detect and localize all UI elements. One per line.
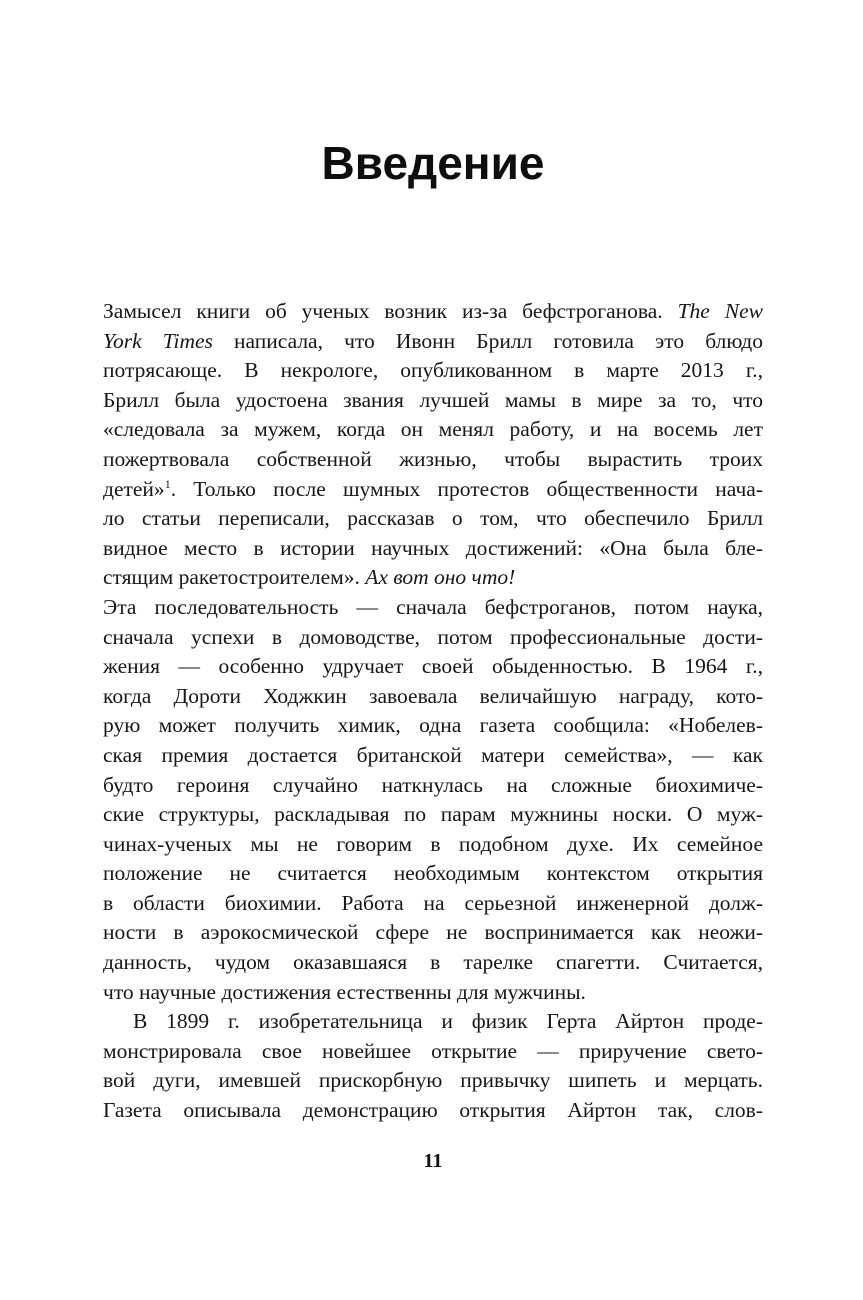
- text-segment: Ах вот оно что!: [365, 565, 516, 590]
- text-segment: ло статьи переписали, рассказав о том, что обеспечило Брилл: [103, 506, 763, 531]
- text-line: [103, 1007, 763, 1037]
- text-line: [103, 741, 763, 771]
- text-line: [103, 563, 763, 593]
- footnote-marker: 1: [164, 476, 171, 491]
- text-line: [103, 504, 763, 534]
- text-line: [103, 475, 763, 505]
- text-segment: The New: [677, 299, 763, 323]
- text-segment: потрясающе. В некрологе, опубликованном в марте 2013 г.,: [103, 358, 763, 383]
- text-line: [103, 918, 763, 948]
- text-line: [103, 948, 763, 978]
- text-segment: Газета описывала демонстрацию открытия Айртон так, слов-: [103, 1098, 763, 1123]
- text-segment: данность, чудом оказавшаяся в тарелке спагетти. Считается,: [103, 950, 763, 975]
- text-line: [103, 978, 763, 1008]
- text-segment: жения — особенно удручает своей обыденностью. В 1964 г.,: [103, 654, 763, 679]
- page-number: 11: [423, 1150, 443, 1172]
- text-segment: сначала успехи в домоводстве, потом профессиональные дости-: [103, 624, 763, 649]
- paragraph: [103, 593, 763, 1007]
- text-segment: ская премия достается британской матери семейства», — как: [103, 742, 763, 767]
- text-line: [103, 711, 763, 741]
- paragraph: [103, 1007, 763, 1125]
- chapter-title: Введение: [321, 137, 545, 189]
- text-segment: стящим ракетостроителем».: [103, 565, 366, 590]
- text-segment: детей»: [103, 476, 165, 501]
- text-segment: В 1899 г. изобретательница и физик Герта Айртон проде-: [133, 1009, 763, 1034]
- paragraph: [103, 297, 763, 593]
- text-line: [103, 356, 763, 386]
- text-segment: монстрировала свое новейшее открытие — приручение свето-: [103, 1038, 763, 1063]
- text-segment: Замысел книги об ученых возник из-за бефстроганова.: [103, 299, 678, 323]
- text-line: [103, 1037, 763, 1067]
- text-segment: видное место в истории научных достижений: «Она была бле-: [103, 535, 763, 560]
- text-line: [103, 800, 763, 830]
- text-line: [103, 297, 763, 327]
- text-segment: что научные достижения естественны для мужчины.: [103, 979, 586, 1004]
- text-line: [103, 415, 763, 445]
- body-text: [103, 297, 763, 1126]
- text-segment: ности в аэрокосмической сфере не воспринимается как неожи-: [103, 920, 763, 945]
- text-line: [103, 682, 763, 712]
- text-segment: положение не считается необходимым контекстом открытия: [103, 861, 763, 886]
- text-segment: York Times: [103, 328, 213, 353]
- text-line: [103, 771, 763, 801]
- text-line: [103, 830, 763, 860]
- text-segment: «следовала за мужем, когда он менял работу, и на восемь лет: [103, 417, 763, 442]
- text-segment: Брилл была удостоена звания лучшей мамы в мире за то, что: [103, 387, 763, 412]
- text-segment: ские структуры, раскладывая по парам мужнины носки. О муж-: [103, 802, 763, 827]
- text-segment: написала, что Ивонн Брилл готовила это блюдо: [212, 328, 763, 353]
- text-segment: . Только после шумных протестов общественности нача-: [170, 476, 763, 501]
- text-line: [103, 386, 763, 416]
- text-segment: Эта последовательность — сначала бефстроганов, потом наука,: [103, 594, 763, 619]
- text-line: [103, 534, 763, 564]
- text-segment: рую может получить химик, одна газета сообщила: «Нобелев-: [103, 713, 763, 738]
- text-line: [103, 623, 763, 653]
- text-segment: пожертвовала собственной жизнью, чтобы вырастить троих: [103, 446, 763, 471]
- text-segment: будто героиня случайно наткнулась на сложные биохимиче-: [103, 772, 763, 797]
- text-line: [103, 593, 763, 623]
- text-segment: когда Дороти Ходжкин завоевала величайшую награду, кото-: [103, 683, 763, 708]
- text-segment: в области биохимии. Работа на серьезной инженерной долж-: [103, 890, 763, 915]
- text-line: [103, 889, 763, 919]
- text-line: [103, 652, 763, 682]
- text-line: [103, 1096, 763, 1126]
- text-segment: вой дуги, имевшей прискорбную привычку шипеть и мерцать.: [103, 1068, 763, 1093]
- text-line: [103, 859, 763, 889]
- text-line: [103, 1066, 763, 1096]
- text-line: [103, 327, 763, 357]
- text-segment: чинах-ученых мы не говорим в подобном духе. Их семейное: [103, 831, 763, 856]
- text-line: [103, 445, 763, 475]
